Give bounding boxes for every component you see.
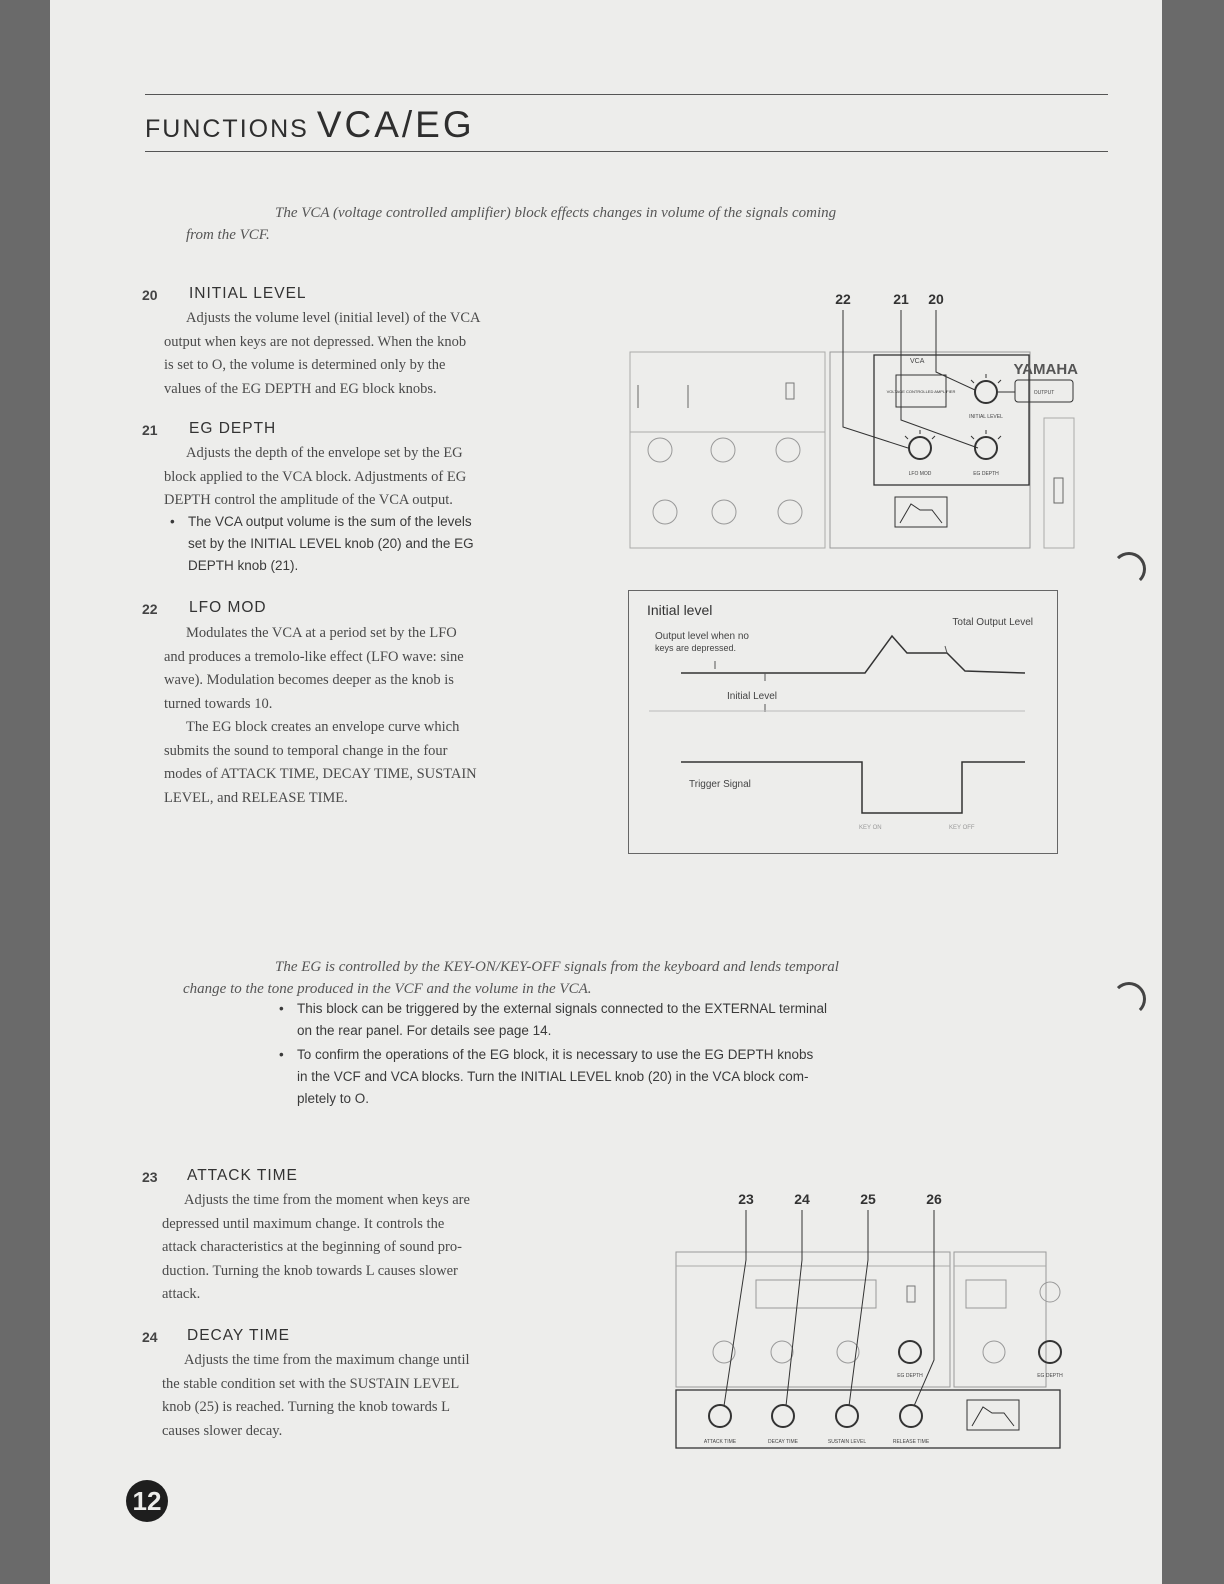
eg-bullet-2: • To confirm the operations of the EG block, it is necessary to use the EG DEPTH knobs in the VCF and VCA blocks. Turn the INITIAL LEVEL knob (20) in the VCA block com- pletely to O. — [297, 1044, 1007, 1110]
vca-panel-diagram — [620, 280, 1078, 570]
eg-icon-box — [967, 1400, 1019, 1430]
graph-output-when-line1: Output level when no — [655, 631, 749, 642]
callout-line — [724, 1210, 746, 1406]
section-number: 24 — [142, 1329, 158, 1345]
eg-panel-diagram — [620, 1180, 1063, 1460]
bullet-dot: • — [170, 514, 175, 529]
vca-eg-depth-knob — [1039, 1341, 1061, 1363]
section-body-initial-level: Adjusts the volume level (initial level) of the VCA output when keys are not depressed. When the knob is set to O, the volume is determined only by the values of the EG DEPTH and EG block knobs. — [164, 310, 481, 397]
eg-depth-bullet: • The VCA output volume is the sum of the levels set by the INITIAL LEVEL knob (20) and the EG DEPTH knob (21). — [188, 511, 576, 577]
eg-icon — [900, 504, 942, 523]
knob — [711, 438, 735, 462]
title-small: FUNCTIONS — [145, 115, 309, 143]
bullet-dot: • — [279, 1001, 284, 1016]
left-panel-top — [630, 352, 825, 432]
sustain-level-knob — [836, 1405, 858, 1427]
initial-level-graph — [628, 590, 1058, 854]
left-panel-bottom — [630, 432, 825, 548]
callout-21: 21 — [893, 291, 909, 307]
callout-22: 22 — [835, 291, 851, 307]
knob — [648, 438, 672, 462]
eg-icon — [972, 1407, 1014, 1426]
knob — [776, 438, 800, 462]
vca-label-box — [966, 1280, 1006, 1308]
lfo-mod-label: LFO MOD — [908, 471, 932, 477]
release-time-knob — [900, 1405, 922, 1427]
section-number: 21 — [142, 422, 158, 438]
callout-line — [936, 350, 975, 390]
section-heading-initial-level: INITIAL LEVEL — [189, 285, 307, 302]
sustain-level-label: SUSTAIN LEVEL — [827, 1439, 867, 1445]
callout-25: 25 — [860, 1191, 876, 1207]
vca-label: VCA — [910, 358, 925, 365]
section-number: 23 — [142, 1169, 158, 1185]
decay-time-knob — [772, 1405, 794, 1427]
output-label: OUTPUT — [1033, 390, 1055, 396]
section-body-decay-time: Adjusts the time from the maximum change until the stable condition set with the SUSTAIN LEVEL knob (25) is reached. Turning the knob towards L causes slower decay. — [162, 1352, 470, 1439]
section-number: 20 — [142, 287, 158, 303]
graph-title: Initial level — [647, 602, 713, 618]
page-title — [145, 104, 475, 146]
vcf-panel — [676, 1252, 950, 1387]
eg-bullet-1: • This block can be triggered by the external signals connected to the EXTERNAL terminal on the rear panel. For details see page 14. — [297, 998, 1007, 1042]
release-time-label: RELEASE TIME — [892, 1439, 930, 1445]
knob — [771, 1341, 793, 1363]
initial-level-knob — [975, 381, 997, 403]
graph-trigger-signal: Trigger Signal — [689, 779, 751, 790]
eg-block-box — [895, 497, 947, 527]
manual-page — [50, 0, 1162, 1584]
vca-box-text: VOLTAGE CONTROLLED AMPLIFIER — [886, 389, 956, 394]
right-panel — [1044, 418, 1074, 548]
section-body-eg-depth: Adjusts the depth of the envelope set by the EG block applied to the VCA block. Adjustments of EG DEPTH control the amplitude of the VCA output. — [164, 445, 467, 508]
knob — [653, 500, 677, 524]
section-heading-lfo-mod: LFO MOD — [189, 599, 267, 616]
section-body-lfo-mod: Modulates the VCA at a period set by the LFO and produces a tremolo-like effect (LFO wave: sine wave). Modulation becomes deeper as the knob is turned towards 10. The EG block creates an envelope curve which submits the sound to temporal change in the four modes of ATTACK TIME, DECAY TIME, SUSTAIN LEVEL, and RELEASE TIME. — [164, 625, 477, 806]
binder-hole — [1112, 982, 1146, 1016]
vca-intro-line2: from the VCF. — [186, 227, 270, 243]
title-large: VCA/EG — [316, 104, 475, 145]
eg-intro-line2: change to the tone produced in the VCF and the volume in the VCA. — [183, 981, 592, 997]
yamaha-logo: YAMAHA — [1013, 361, 1078, 378]
knob — [712, 500, 736, 524]
graph-svg — [629, 591, 1057, 853]
graph-total-output: Total Output Level — [952, 617, 1033, 628]
graph-initial-level: Initial Level — [727, 691, 778, 702]
decay-time-label: DECAY TIME — [767, 1439, 799, 1445]
attack-time-knob — [709, 1405, 731, 1427]
vca-intro-line1: The VCA (voltage controlled amplifier) block effects changes in volume of the signals coming — [275, 205, 837, 221]
eg-depth-knob — [975, 437, 997, 459]
attack-time-label: ATTACK TIME — [703, 1439, 737, 1445]
section-heading-decay-time: DECAY TIME — [187, 1327, 291, 1344]
switch — [786, 383, 794, 399]
switch — [907, 1286, 915, 1302]
section-heading-eg-depth: EG DEPTH — [189, 420, 277, 437]
graph-output-when-line2: keys are depressed. — [655, 643, 737, 653]
section-number: 22 — [142, 601, 158, 617]
right-switch — [1054, 478, 1063, 503]
callout-26: 26 — [926, 1191, 942, 1207]
vca-eg-depth-label: EG DEPTH — [1037, 1373, 1063, 1379]
callout-line — [901, 310, 978, 448]
lfo-mod-knob — [909, 437, 931, 459]
vcf-eg-depth-knob — [899, 1341, 921, 1363]
knob — [983, 1341, 1005, 1363]
callout-20: 20 — [928, 291, 944, 307]
callout-24: 24 — [794, 1191, 810, 1207]
top-rule — [145, 94, 1108, 95]
section-body-attack-time: Adjusts the time from the moment when keys are depressed until maximum change. It controls the attack characteristics at the beginning of sound pro- duction. Turning the knob towards L causes slower attack. — [162, 1192, 470, 1302]
graph-key-on: KEY ON — [859, 825, 882, 831]
initial-level-label: INITIAL LEVEL — [969, 414, 1003, 420]
leader — [945, 646, 947, 653]
vcf-label-box — [756, 1280, 876, 1308]
binder-hole — [1112, 552, 1146, 586]
callout-23: 23 — [738, 1191, 754, 1207]
title-rule — [145, 151, 1108, 152]
knob — [1040, 1282, 1060, 1302]
eg-depth-label: EG DEPTH — [973, 471, 999, 477]
section-heading-attack-time: ATTACK TIME — [187, 1167, 298, 1184]
bullet-dot: • — [279, 1047, 284, 1062]
graph-key-off: KEY OFF — [949, 825, 975, 831]
eg-intro-line1: The EG is controlled by the KEY-ON/KEY-OFF signals from the keyboard and lends temporal — [275, 959, 839, 975]
callout-line — [843, 350, 908, 448]
page-number: 12 — [126, 1480, 168, 1522]
knob — [778, 500, 802, 524]
vcf-eg-depth-label: EG DEPTH — [897, 1373, 923, 1379]
vca-panel-small — [954, 1252, 1046, 1387]
